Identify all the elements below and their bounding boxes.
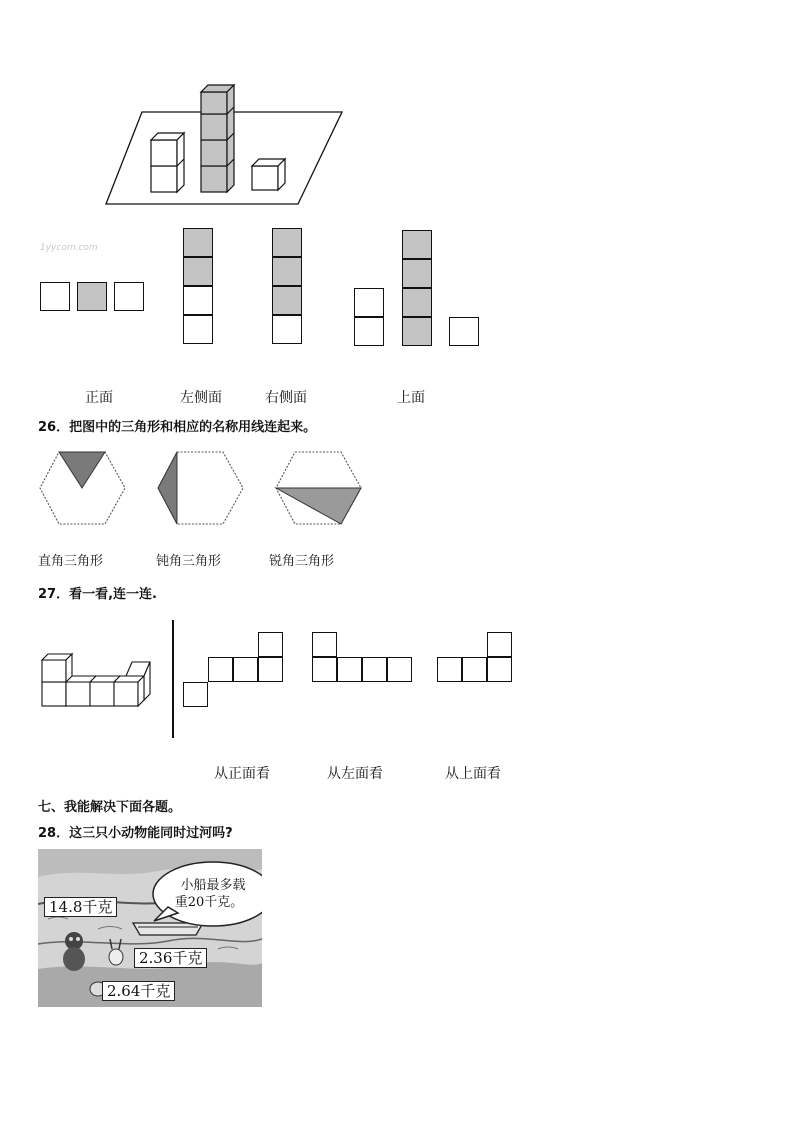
hexagon-acute-triangle bbox=[274, 450, 364, 526]
section-7-title: 七、我能解决下面各题。 bbox=[38, 800, 182, 815]
blocks-3d-figure bbox=[100, 80, 350, 210]
label-top: 上面 bbox=[397, 390, 425, 406]
weight-tag-rabbit: 2.36千克 bbox=[134, 948, 207, 968]
hexagon-right-triangle bbox=[38, 450, 128, 526]
vertical-divider bbox=[172, 620, 174, 738]
label-right-side: 右侧面 bbox=[265, 390, 307, 406]
label-from-front: 从正面看 bbox=[214, 766, 270, 782]
label-front: 正面 bbox=[85, 390, 113, 406]
label-from-top: 从上面看 bbox=[445, 766, 501, 782]
watermark-text: 1yycom.com bbox=[40, 243, 98, 253]
label-left-side: 左侧面 bbox=[180, 390, 222, 406]
label-from-left: 从左面看 bbox=[327, 766, 383, 782]
cube-arrangement-3d bbox=[40, 652, 155, 710]
weight-tag-animal: 2.64千克 bbox=[102, 981, 175, 1001]
question-28-title: 28．这三只小动物能同时过河吗? bbox=[38, 826, 233, 841]
weight-tag-monkey: 14.8千克 bbox=[44, 897, 117, 917]
name-acute-triangle: 锐角三角形 bbox=[269, 554, 335, 569]
name-obtuse-triangle: 钝角三角形 bbox=[156, 554, 222, 569]
question-27-title: 27．看一看,连一连. bbox=[38, 587, 157, 602]
river-illustration bbox=[38, 849, 262, 1007]
bubble-line-2: 重20千克。 bbox=[174, 895, 244, 910]
hexagon-obtuse-triangle bbox=[156, 450, 246, 526]
bubble-line-1: 小船最多载 bbox=[180, 878, 246, 893]
name-right-triangle: 直角三角形 bbox=[38, 554, 104, 569]
question-26-title: 26．把图中的三角形和相应的名称用线连起来。 bbox=[38, 420, 317, 435]
